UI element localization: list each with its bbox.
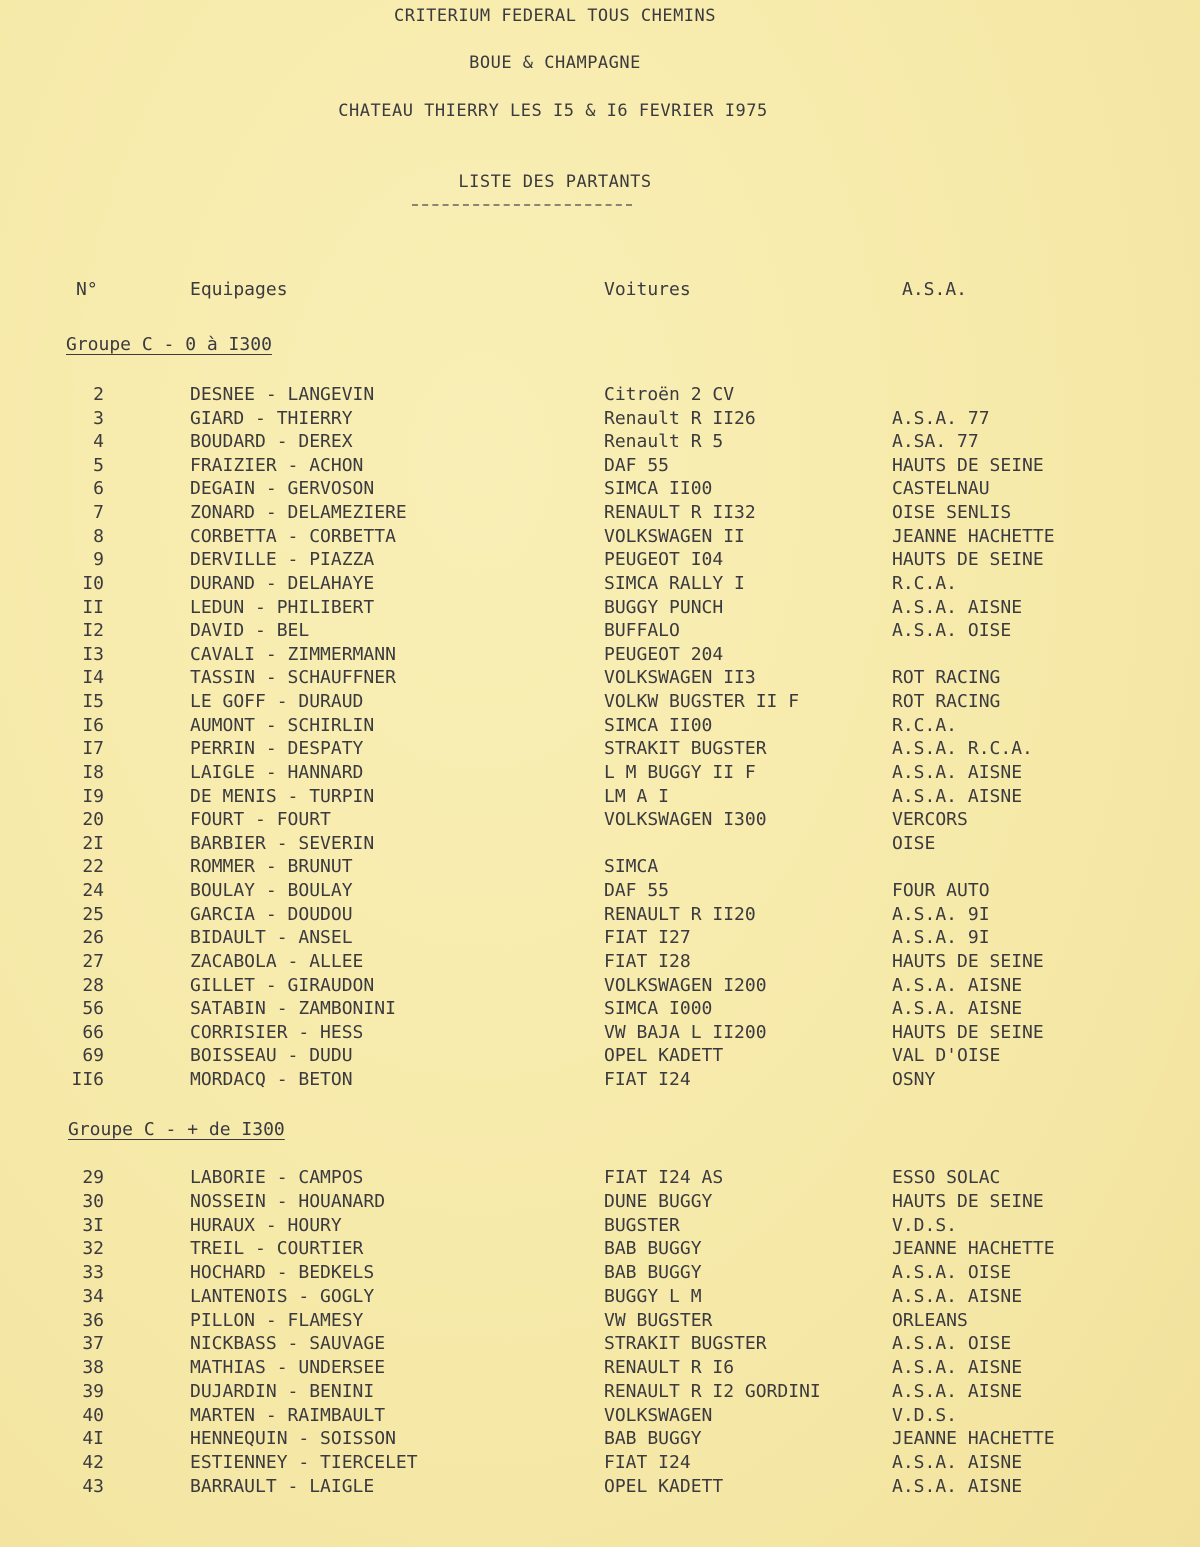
entry-car: DAF 55	[604, 454, 670, 476]
column-header-crew: Equipages	[190, 279, 288, 300]
entry-asa: V.D.S.	[892, 1404, 958, 1426]
entry-car: BAB BUGGY	[604, 1428, 702, 1450]
entry-number: 3I	[82, 1214, 104, 1236]
entry-crew: NICKBASS - SAUVAGE	[190, 1333, 386, 1355]
entry-crew: GIARD - THIERRY	[190, 407, 353, 429]
entry-car: VW BUGSTER	[604, 1309, 713, 1331]
entry-car: SIMCA	[604, 856, 659, 878]
table-row	[0, 927, 1200, 950]
table-row	[0, 1452, 1200, 1475]
entry-asa: FOUR AUTO	[892, 880, 990, 902]
entry-number: 6	[93, 478, 104, 500]
entry-number: I8	[82, 761, 104, 783]
entry-crew: BIDAULT - ANSEL	[190, 927, 353, 949]
entry-car: BUFFALO	[604, 620, 680, 642]
table-row	[0, 951, 1200, 974]
entry-car: Renault R 5	[604, 431, 724, 453]
entry-crew: HOCHARD - BEDKELS	[190, 1262, 375, 1283]
entry-car: VOLKSWAGEN	[604, 1404, 713, 1426]
table-row	[0, 597, 1200, 620]
entry-asa: A.S.A. 9I	[892, 927, 990, 949]
entry-number: 7	[93, 502, 104, 524]
entry-asa: A.S.A. AISNE	[892, 998, 1023, 1020]
entry-asa: ROT RACING	[892, 691, 1001, 713]
entry-crew: DESNEE - LANGEVIN	[190, 384, 375, 405]
entry-car: BAB BUGGY	[604, 1238, 702, 1260]
table-row	[0, 1310, 1200, 1333]
entry-number: I0	[82, 572, 104, 594]
group-title: Groupe C - + de I300	[68, 1119, 285, 1140]
entry-crew: DERVILLE - PIAZZA	[190, 549, 375, 571]
table-row	[0, 809, 1200, 832]
entry-crew: HENNEQUIN - SOISSON	[190, 1428, 396, 1450]
entry-crew: BOULAY - BOULAY	[190, 880, 353, 902]
entry-car: BUGGY PUNCH	[604, 596, 724, 618]
entry-car: FIAT I27	[604, 927, 691, 949]
entry-car: BUGGY L M	[604, 1285, 702, 1307]
entry-crew: BARRAULT - LAIGLE	[190, 1475, 375, 1497]
table-row	[0, 1022, 1200, 1045]
entry-car: RENAULT R II20	[604, 903, 756, 925]
entry-crew: ROMMER - BRUNUT	[190, 856, 353, 878]
table-row	[0, 691, 1200, 714]
entry-car: FIAT I24	[604, 1452, 691, 1473]
entry-asa: A.S.A. AISNE	[892, 1380, 1023, 1402]
entry-asa: A.S.A. OISE	[892, 1262, 1012, 1283]
entry-crew: FOURT - FOURT	[190, 809, 331, 831]
table-row	[0, 1333, 1200, 1356]
entry-number: 34	[82, 1285, 104, 1307]
entry-number: 2	[93, 384, 104, 405]
table-row	[0, 998, 1200, 1021]
entry-asa: JEANNE HACHETTE	[892, 1238, 1055, 1260]
entry-asa: VERCORS	[892, 809, 968, 831]
entry-car: VOLKSWAGEN I200	[604, 974, 767, 996]
table-row	[0, 384, 1200, 407]
entry-number: 56	[82, 998, 104, 1020]
entry-car: VOLKSWAGEN II3	[604, 667, 756, 689]
column-header-asa: A.S.A.	[902, 279, 968, 300]
entry-car: FIAT I28	[604, 950, 691, 972]
table-row	[0, 1381, 1200, 1404]
entry-crew: GARCIA - DOUDOU	[190, 903, 353, 925]
entry-number: 20	[82, 809, 104, 831]
entry-asa: OISE SENLIS	[892, 502, 1012, 524]
entry-asa: V.D.S.	[892, 1214, 958, 1236]
entry-car: LM A I	[604, 785, 670, 807]
entry-crew: BARBIER - SEVERIN	[190, 832, 375, 854]
entry-car: VOLKW BUGSTER II F	[604, 691, 800, 713]
entry-car: FIAT I24	[604, 1068, 691, 1090]
entry-asa: VAL D'OISE	[892, 1045, 1001, 1067]
entry-number: 33	[82, 1262, 104, 1283]
entry-asa: A.SA. 77	[892, 431, 979, 453]
entry-crew: GILLET - GIRAUDON	[190, 974, 375, 996]
entry-number: I5	[82, 691, 104, 713]
entry-car: DAF 55	[604, 880, 670, 902]
entry-number: 24	[82, 880, 104, 902]
entry-car: L M BUGGY II F	[604, 761, 756, 783]
entry-number: I4	[82, 667, 104, 689]
table-row	[0, 1405, 1200, 1428]
entry-car: SIMCA II00	[604, 478, 713, 500]
entry-number: 4I	[82, 1428, 104, 1450]
entry-asa: A.S.A. AISNE	[892, 1285, 1023, 1307]
table-row	[0, 549, 1200, 572]
event-location-date: CHATEAU THIERRY LES I5 & I6 FEVRIER I975	[338, 101, 768, 121]
entry-car: VW BAJA L II200	[604, 1021, 767, 1043]
entry-number: 42	[82, 1452, 104, 1473]
entry-number: I9	[82, 785, 104, 807]
table-row	[0, 644, 1200, 667]
entry-crew: TASSIN - SCHAUFFNER	[190, 667, 396, 689]
entry-car: RENAULT R I6	[604, 1357, 735, 1378]
column-header-car: Voitures	[604, 279, 691, 300]
entry-asa: R.C.A.	[892, 714, 958, 736]
entry-asa: A.S.A. AISNE	[892, 596, 1023, 618]
entry-crew: DE MENIS - TURPIN	[190, 785, 375, 807]
entry-asa: JEANNE HACHETTE	[892, 525, 1055, 547]
table-row	[0, 762, 1200, 785]
table-row	[0, 833, 1200, 856]
entry-car: DUNE BUGGY	[604, 1190, 713, 1212]
entry-car: PEUGEOT I04	[604, 549, 724, 571]
table-row	[0, 715, 1200, 738]
entry-asa: ROT RACING	[892, 667, 1001, 689]
entry-car: OPEL KADETT	[604, 1475, 724, 1497]
event-title: CRITERIUM FEDERAL TOUS CHEMINS	[393, 6, 717, 26]
entry-crew: LE GOFF - DURAUD	[190, 691, 364, 713]
entry-crew: MARTEN - RAIMBAULT	[190, 1404, 386, 1426]
entry-car: STRAKIT BUGSTER	[604, 738, 767, 760]
entry-number: 2I	[82, 832, 104, 854]
entry-asa: A.S.A. OISE	[892, 620, 1012, 642]
entry-asa: A.S.A. AISNE	[892, 1357, 1023, 1378]
entry-number: 3	[93, 407, 104, 429]
entry-crew: MORDACQ - BETON	[190, 1068, 353, 1090]
entry-crew: SATABIN - ZAMBONINI	[190, 998, 396, 1020]
entry-asa: HAUTS DE SEINE	[892, 1190, 1044, 1212]
entry-number: 38	[82, 1357, 104, 1378]
table-row	[0, 880, 1200, 903]
entry-crew: PILLON - FLAMESY	[190, 1309, 364, 1331]
entry-number: I3	[82, 643, 104, 665]
entry-crew: NOSSEIN - HOUANARD	[190, 1190, 386, 1212]
entry-asa: A.S.A. OISE	[892, 1333, 1012, 1355]
entry-car: BAB BUGGY	[604, 1262, 702, 1283]
entry-number: 36	[82, 1309, 104, 1331]
table-row	[0, 856, 1200, 879]
entry-number: 66	[82, 1021, 104, 1043]
table-row	[0, 1286, 1200, 1309]
entry-number: 26	[82, 927, 104, 949]
table-row	[0, 526, 1200, 549]
entry-number: 39	[82, 1380, 104, 1402]
entry-car: Citroën 2 CV	[604, 384, 735, 405]
entry-crew: ZACABOLA - ALLEE	[190, 950, 364, 972]
table-row	[0, 408, 1200, 431]
entry-crew: CAVALI - ZIMMERMANN	[190, 643, 396, 665]
entry-asa: A.S.A. R.C.A.	[892, 738, 1033, 760]
entry-number: I6	[82, 714, 104, 736]
table-row	[0, 478, 1200, 501]
entry-number: 37	[82, 1333, 104, 1355]
title-underline	[412, 204, 632, 206]
entry-car: Renault R II26	[604, 407, 756, 429]
entry-number: 25	[82, 903, 104, 925]
entry-car: OPEL KADETT	[604, 1045, 724, 1067]
entry-crew: PERRIN - DESPATY	[190, 738, 364, 760]
entry-asa: A.S.A. 9I	[892, 903, 990, 925]
entry-asa: JEANNE HACHETTE	[892, 1428, 1055, 1450]
entry-car: RENAULT R II32	[604, 502, 756, 524]
entry-crew: MATHIAS - UNDERSEE	[190, 1357, 386, 1378]
entry-number: 8	[93, 525, 104, 547]
table-row	[0, 1238, 1200, 1261]
entry-car: VOLKSWAGEN I300	[604, 809, 767, 831]
entry-number: II	[82, 596, 104, 618]
table-row	[0, 667, 1200, 690]
entry-number: 69	[82, 1045, 104, 1067]
entry-number: 9	[93, 549, 104, 571]
column-header-num: N°	[76, 279, 98, 300]
table-row	[0, 786, 1200, 809]
entry-car: RENAULT R I2 GORDINI	[604, 1380, 821, 1402]
entry-asa: A.S.A. AISNE	[892, 785, 1023, 807]
entry-crew: LAIGLE - HANNARD	[190, 761, 364, 783]
table-row	[0, 1476, 1200, 1499]
entry-crew: TREIL - COURTIER	[190, 1238, 364, 1260]
entry-car: FIAT I24 AS	[604, 1167, 724, 1188]
table-row	[0, 975, 1200, 998]
table-row	[0, 620, 1200, 643]
entry-asa: HAUTS DE SEINE	[892, 950, 1044, 972]
event-subtitle: BOUE & CHAMPAGNE	[469, 53, 641, 73]
table-row	[0, 455, 1200, 478]
entry-crew: ESTIENNEY - TIERCELET	[190, 1452, 418, 1473]
entry-number: 4	[93, 431, 104, 453]
entry-crew: CORRISIER - HESS	[190, 1021, 364, 1043]
entry-car: VOLKSWAGEN II	[604, 525, 745, 547]
table-row	[0, 502, 1200, 525]
table-row	[0, 1045, 1200, 1068]
table-row	[0, 1215, 1200, 1238]
table-row	[0, 738, 1200, 761]
list-title: LISTE DES PARTANTS	[458, 172, 652, 192]
entry-car: BUGSTER	[604, 1214, 680, 1236]
entry-car: STRAKIT BUGSTER	[604, 1333, 767, 1355]
entry-asa: HAUTS DE SEINE	[892, 454, 1044, 476]
entry-crew: LANTENOIS - GOGLY	[190, 1285, 375, 1307]
entry-asa: A.S.A. AISNE	[892, 974, 1023, 996]
entry-asa: ESSO SOLAC	[892, 1167, 1001, 1188]
entry-number: I7	[82, 738, 104, 760]
entry-number: 32	[82, 1238, 104, 1260]
entry-crew: LEDUN - PHILIBERT	[190, 596, 375, 618]
group-title: Groupe C - 0 à I300	[66, 334, 272, 355]
entry-crew: DURAND - DELAHAYE	[190, 572, 375, 594]
entry-number: 22	[82, 856, 104, 878]
entry-car: SIMCA II00	[604, 714, 713, 736]
entry-asa: CASTELNAU	[892, 478, 990, 500]
entry-number: 43	[82, 1475, 104, 1497]
entry-number: II6	[71, 1068, 104, 1090]
entry-car: SIMCA I000	[604, 998, 713, 1020]
entry-asa: A.S.A. AISNE	[892, 1452, 1023, 1473]
entry-asa: HAUTS DE SEINE	[892, 1021, 1044, 1043]
table-row	[0, 1262, 1200, 1285]
entry-crew: DEGAIN - GERVOSON	[190, 478, 375, 500]
entry-number: 40	[82, 1404, 104, 1426]
entry-crew: CORBETTA - CORBETTA	[190, 525, 396, 547]
entry-asa: ORLEANS	[892, 1309, 968, 1331]
table-row	[0, 1428, 1200, 1451]
entry-car: SIMCA RALLY I	[604, 572, 745, 594]
table-row	[0, 573, 1200, 596]
entry-number: 28	[82, 974, 104, 996]
entry-crew: HURAUX - HOURY	[190, 1214, 342, 1236]
entry-number: 5	[93, 454, 104, 476]
entry-number: I2	[82, 620, 104, 642]
entry-crew: ZONARD - DELAMEZIERE	[190, 502, 407, 524]
table-row	[0, 431, 1200, 454]
entry-number: 30	[82, 1190, 104, 1212]
entry-number: 29	[82, 1167, 104, 1188]
entry-asa: A.S.A. 77	[892, 407, 990, 429]
entry-car: PEUGEOT 204	[604, 643, 724, 665]
entry-number: 27	[82, 950, 104, 972]
table-row	[0, 904, 1200, 927]
entry-crew: DUJARDIN - BENINI	[190, 1380, 375, 1402]
entry-crew: FRAIZIER - ACHON	[190, 454, 364, 476]
entry-crew: BOUDARD - DEREX	[190, 431, 353, 453]
table-row	[0, 1069, 1200, 1092]
entry-asa: A.S.A. AISNE	[892, 761, 1023, 783]
entry-crew: AUMONT - SCHIRLIN	[190, 714, 375, 736]
entry-crew: LABORIE - CAMPOS	[190, 1167, 364, 1188]
table-row	[0, 1167, 1200, 1190]
entry-asa: A.S.A. AISNE	[892, 1475, 1023, 1497]
entry-crew: DAVID - BEL	[190, 620, 310, 642]
entry-crew: BOISSEAU - DUDU	[190, 1045, 353, 1067]
table-row	[0, 1191, 1200, 1214]
entry-asa: R.C.A.	[892, 572, 958, 594]
table-row	[0, 1357, 1200, 1380]
entry-asa: OISE	[892, 832, 936, 854]
entry-asa: HAUTS DE SEINE	[892, 549, 1044, 571]
entry-asa: OSNY	[892, 1068, 936, 1090]
